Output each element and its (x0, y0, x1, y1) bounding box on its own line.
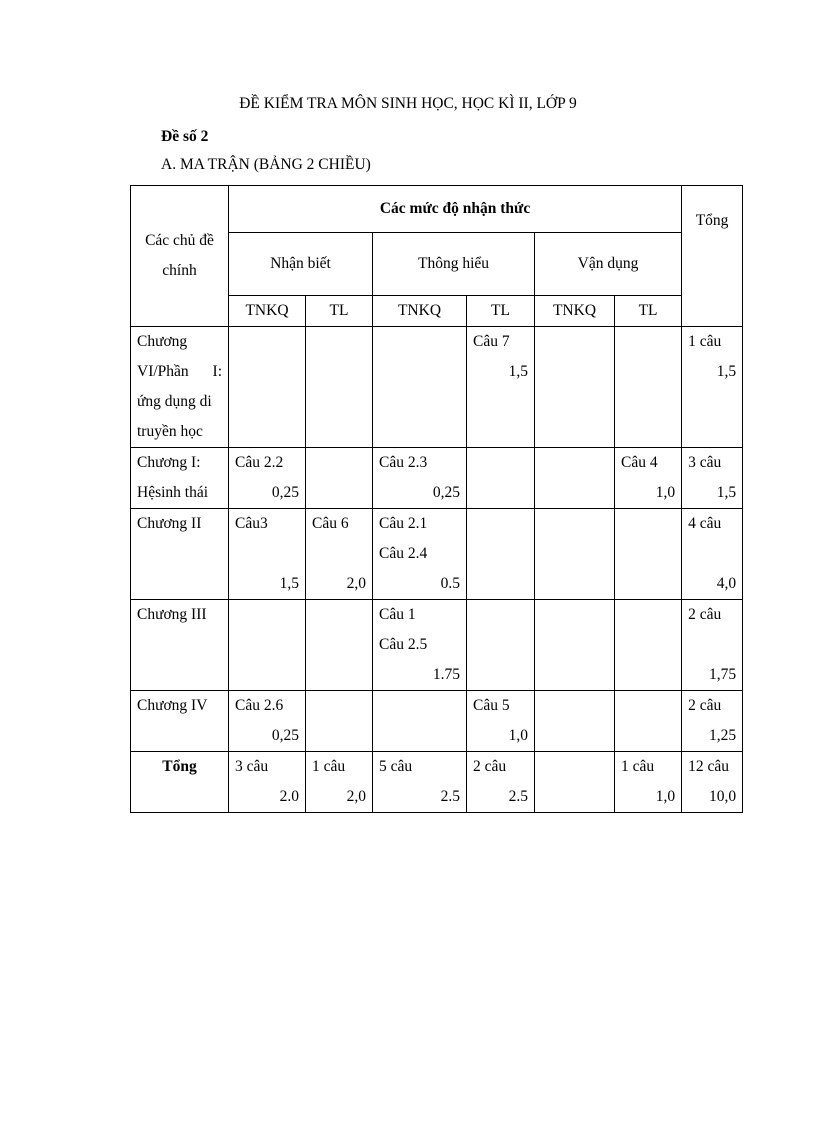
cell-line: 1,25 (708, 727, 737, 744)
cell-line: 0,25 (271, 484, 299, 501)
topic-line: truyền học (137, 423, 203, 440)
matrix-cell (373, 509, 467, 600)
total-row (131, 752, 743, 813)
matrix-cell (306, 448, 373, 509)
matrix-cell (467, 327, 535, 448)
exam-number: Đề số 2 (161, 128, 209, 145)
cell-line: Câu 7 (473, 333, 510, 350)
cell-line: 1,75 (708, 666, 737, 683)
total-cell (682, 752, 743, 813)
matrix-cell (615, 691, 682, 752)
matrix-cell (373, 600, 467, 691)
total-cell (615, 752, 682, 813)
matrix-cell (229, 448, 306, 509)
matrix-cell (615, 448, 682, 509)
table-row (131, 448, 743, 509)
sub-header-tl: TL (615, 296, 682, 327)
topic-line: VI/Phần I: (137, 363, 222, 380)
total-label: Tổng (131, 752, 229, 813)
total-cell (467, 752, 535, 813)
total-cell (306, 752, 373, 813)
cell-line: 2,0 (346, 788, 366, 805)
matrix-cell (229, 509, 306, 600)
matrix-cell (306, 600, 373, 691)
matrix-cell (535, 509, 615, 600)
matrix-cell (682, 448, 743, 509)
sub-header-tl: TL (467, 296, 535, 327)
cell-line: 12 câu (688, 758, 729, 775)
cell-line: 1,0 (508, 727, 528, 744)
level-nhan-biet: Nhận biết (229, 233, 373, 296)
cell-line: Câu 1 (379, 606, 416, 623)
matrix-cell (535, 448, 615, 509)
header-total: Tổng (682, 186, 743, 327)
matrix-cell (373, 327, 467, 448)
cell-line: 1 câu (688, 333, 722, 350)
cell-line: 2 câu (688, 697, 722, 714)
matrix-cell (467, 509, 535, 600)
cell-line: 0.5 (440, 575, 460, 592)
sub-header-tnkq: TNKQ (373, 296, 467, 327)
header-topic (131, 186, 229, 327)
header-topic-label: Các chủ đề chính (145, 232, 214, 279)
matrix-cell (535, 327, 615, 448)
matrix-cell (682, 327, 743, 448)
cell-line: 2.0 (279, 788, 299, 805)
cell-line: Câu 4 (621, 454, 658, 471)
cell-line: Câu 5 (473, 697, 510, 714)
cell-line: 1.75 (432, 666, 460, 683)
total-cell (373, 752, 467, 813)
topic-cell (131, 600, 229, 691)
matrix-cell (615, 509, 682, 600)
topic-cell (131, 509, 229, 600)
topic-line: Chương III (137, 606, 207, 623)
matrix-cell (306, 509, 373, 600)
matrix-cell (615, 327, 682, 448)
cell-line: 10,0 (708, 788, 737, 805)
cell-line: 4 câu (688, 515, 722, 532)
header-levels: Các mức độ nhận thức (229, 186, 682, 233)
cell-line: 2 câu (688, 606, 722, 623)
table-row (131, 327, 743, 448)
topic-line: Chương (137, 333, 188, 350)
cell-line (688, 630, 736, 660)
cell-line (312, 539, 366, 569)
cell-line: 2.5 (440, 788, 460, 805)
matrix-cell (682, 691, 743, 752)
level-thong-hieu: Thông hiểu (373, 233, 535, 296)
topic-cell (131, 691, 229, 752)
cell-line: 5 câu (379, 758, 413, 775)
cell-line: 3 câu (688, 454, 722, 471)
level-van-dung: Vận dụng (535, 233, 682, 296)
matrix-table (130, 185, 743, 813)
matrix-cell (229, 327, 306, 448)
cell-line: 3 câu (235, 758, 269, 775)
sub-header-tl: TL (306, 296, 373, 327)
topic-cell (131, 448, 229, 509)
topic-line: Hệsinh thái (137, 484, 209, 501)
matrix-cell (229, 600, 306, 691)
cell-line: 2 câu (473, 758, 507, 775)
matrix-cell (535, 600, 615, 691)
cell-line: 0,25 (432, 484, 460, 501)
cell-line: 2.5 (508, 788, 528, 805)
table-row (131, 691, 743, 752)
cell-line: 1,5 (508, 363, 528, 380)
cell-line: Câu 2.1 (379, 515, 428, 532)
cell-line: 2,0 (346, 575, 366, 592)
matrix-cell (682, 509, 743, 600)
cell-line: Câu3 (235, 515, 268, 532)
cell-line (688, 539, 736, 569)
table-row (131, 600, 743, 691)
matrix-cell (682, 600, 743, 691)
cell-line (235, 539, 299, 569)
matrix-cell (306, 691, 373, 752)
matrix-cell (535, 691, 615, 752)
matrix-cell (467, 600, 535, 691)
section-heading: A. MA TRẬN (BẢNG 2 CHIỀU) (161, 156, 371, 173)
matrix-cell (229, 691, 306, 752)
topic-line: Chương IV (137, 697, 208, 714)
cell-line: 1 câu (312, 758, 346, 775)
cell-line: 1,5 (716, 363, 737, 380)
cell-line: Câu 2.6 (235, 697, 284, 714)
cell-line: Câu 2.4 (379, 545, 428, 562)
sub-header-tnkq: TNKQ (535, 296, 615, 327)
cell-line: 1,0 (655, 788, 676, 805)
matrix-cell (373, 691, 467, 752)
topic-line: Chương I: (137, 454, 201, 471)
cell-line: Câu 6 (312, 515, 349, 532)
cell-line: 1 câu (621, 758, 655, 775)
cell-line: Câu 2.5 (379, 636, 428, 653)
cell-line: Câu 2.3 (379, 454, 428, 471)
topic-line: Chương II (137, 515, 202, 532)
matrix-cell (467, 691, 535, 752)
topic-line: ứng dụng di (137, 393, 212, 410)
table-row (131, 509, 743, 600)
matrix-cell (373, 448, 467, 509)
sub-header-tnkq: TNKQ (229, 296, 306, 327)
cell-line: 1,5 (716, 484, 737, 501)
total-cell (229, 752, 306, 813)
cell-line: 4,0 (716, 575, 737, 592)
cell-line: 0,25 (271, 727, 299, 744)
matrix-cell (615, 600, 682, 691)
document-title: ĐỀ KIỂM TRA MÔN SINH HỌC, HỌC KÌ II, LỚP 9 (239, 95, 577, 112)
cell-line: 1,0 (655, 484, 676, 501)
topic-cell (131, 327, 229, 448)
cell-line: Câu 2.2 (235, 454, 284, 471)
matrix-cell (467, 448, 535, 509)
matrix-cell (306, 327, 373, 448)
cell-line: 1,5 (279, 575, 299, 592)
total-cell (535, 752, 615, 813)
